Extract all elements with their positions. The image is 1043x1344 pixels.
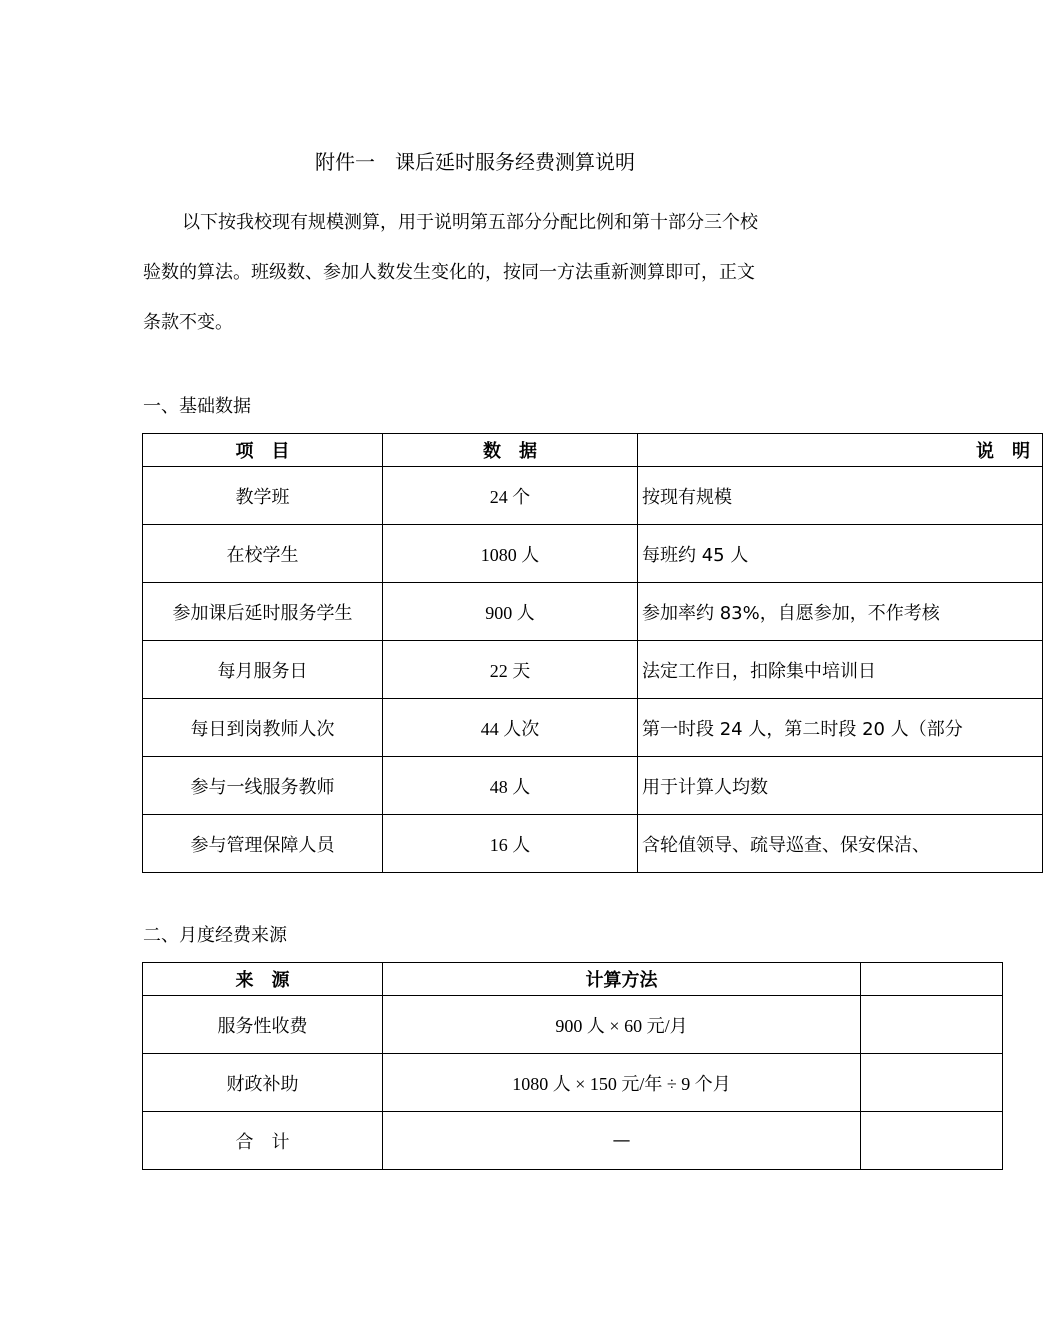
row-amount [861, 996, 1003, 1054]
intro-line-3: 条款不变。 [143, 312, 233, 333]
row-source: 财政补助 [143, 1054, 383, 1112]
header-source: 来 源 [143, 963, 383, 996]
row-note: 法定工作日，扣除集中培训日 [638, 641, 1043, 699]
row-note: 按现有规模 [638, 467, 1043, 525]
table-row [143, 996, 1003, 1054]
row-item: 参加课后延时服务学生 [143, 583, 383, 641]
header-amount [861, 963, 1003, 996]
table-row [143, 1112, 1003, 1170]
row-note: 每班约 45 人 [638, 525, 1043, 583]
document-title: 附件一 课后延时服务经费测算说明 [315, 150, 635, 174]
row-value: 900 人 [383, 583, 638, 641]
funding-source-table [142, 962, 1003, 1170]
row-item: 每月服务日 [143, 641, 383, 699]
table-row [143, 525, 1043, 583]
section-1-heading: 一、基础数据 [143, 396, 251, 417]
row-value: 44 人次 [383, 699, 638, 757]
table-row [143, 757, 1043, 815]
section-2-heading: 二、月度经费来源 [143, 925, 287, 946]
row-method: — [383, 1112, 861, 1170]
row-value: 1080 人 [383, 525, 638, 583]
row-item: 每日到岗教师人次 [143, 699, 383, 757]
table-row [143, 641, 1043, 699]
table-row [143, 699, 1043, 757]
row-item: 在校学生 [143, 525, 383, 583]
table-row [143, 467, 1043, 525]
row-amount [861, 1054, 1003, 1112]
basic-data-table [142, 433, 1043, 873]
row-value: 16 人 [383, 815, 638, 873]
header-value: 数 据 [383, 434, 638, 467]
row-source: 合 计 [143, 1112, 383, 1170]
intro-line-2: 验数的算法。班级数、参加人数发生变化的，按同一方法重新测算即可，正文 [143, 262, 755, 283]
table-row [143, 815, 1043, 873]
row-source: 服务性收费 [143, 996, 383, 1054]
row-method: 1080 人 × 150 元/年 ÷ 9 个月 [383, 1054, 861, 1112]
header-item: 项 目 [143, 434, 383, 467]
table-row [143, 583, 1043, 641]
row-value: 48 人 [383, 757, 638, 815]
row-item: 参与管理保障人员 [143, 815, 383, 873]
row-note: 第一时段 24 人，第二时段 20 人（部分 [638, 699, 1043, 757]
table-row [143, 1054, 1003, 1112]
row-item: 参与一线服务教师 [143, 757, 383, 815]
table-header-row [143, 963, 1003, 996]
header-method: 计算方法 [383, 963, 861, 996]
row-note: 用于计算人均数 [638, 757, 1043, 815]
row-note: 参加率约 83%，自愿参加，不作考核 [638, 583, 1043, 641]
header-note: 说 明 [638, 434, 1043, 467]
row-amount [861, 1112, 1003, 1170]
intro-line-1: 以下按我校现有规模测算，用于说明第五部分分配比例和第十部分三个校 [182, 212, 758, 233]
row-value: 24 个 [383, 467, 638, 525]
row-method: 900 人 × 60 元/月 [383, 996, 861, 1054]
table-header-row [143, 434, 1043, 467]
row-value: 22 天 [383, 641, 638, 699]
row-note: 含轮值领导、疏导巡查、保安保洁、 [638, 815, 1043, 873]
row-item: 教学班 [143, 467, 383, 525]
